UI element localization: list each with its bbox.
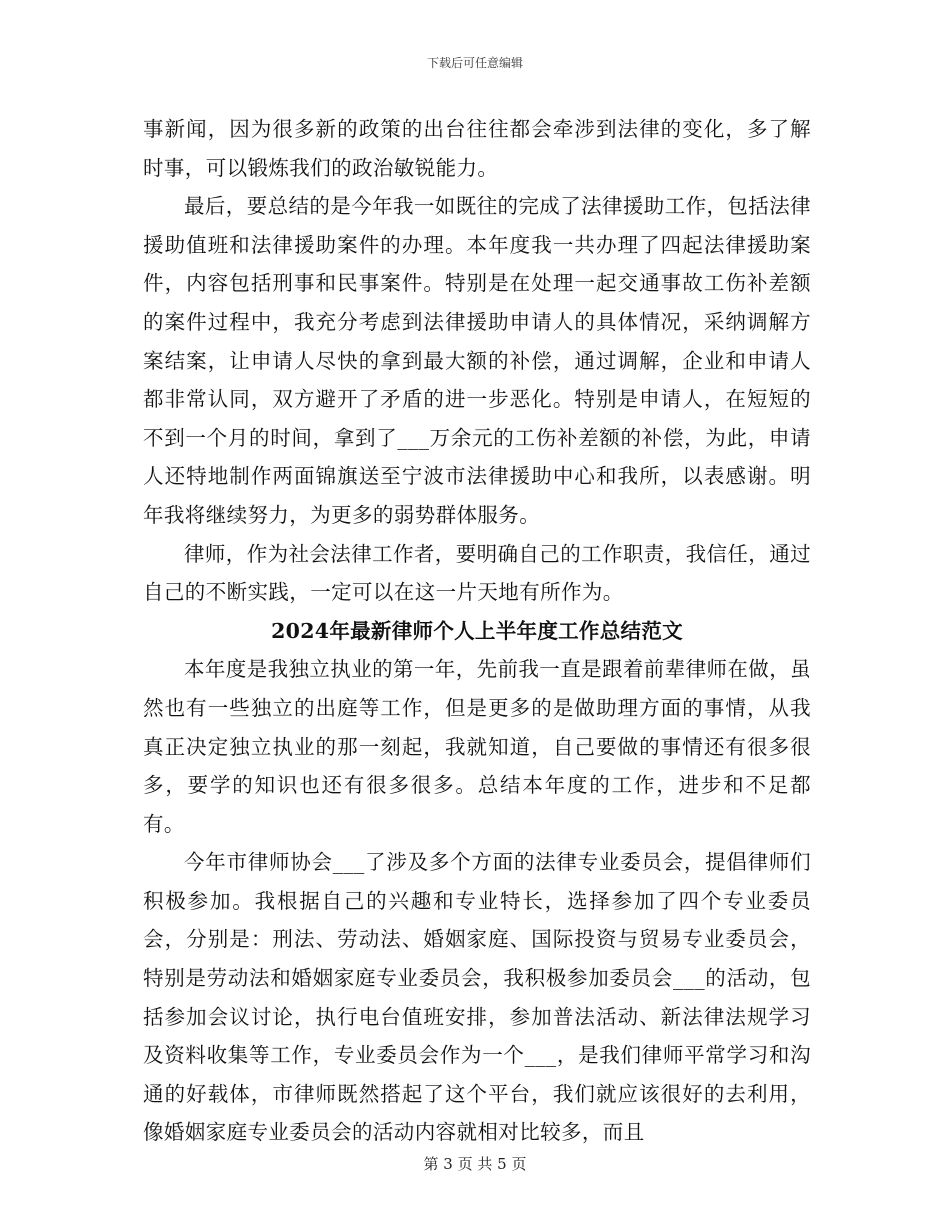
paragraph-1: 事新闻，因为很多新的政策的出台往往都会牵涉到法律的变化，多了解时事，可以锻炼我们的政治敏锐能力。 [143,117,811,180]
paragraph-3: 律师，作为社会法律工作者，要明确自己的工作职责，我信任，通过自己的不断实践，一定可以在这一片天地有所作为。 [143,541,811,605]
paragraph-5: 今年市律师协会___了涉及多个方面的法律专业委员会，提倡律师们积极参加。我根据自己的兴趣和专业特长，选择参加了四个专业委员会，分别是：刑法、劳动法、婚姻家庭、国际投资与贸易专业委员会，特别是劳动法和婚姻家庭专业委员会，我积极参加委员会___的活动，包括参加会议讨论，执行电台值班安排，参加普法活动、新法律法规学习及资料收集等工作，专业委员会作为一个___，是我们律师平常学习和沟通的好载体，市律师既然搭起了这个平台，我们就应该很好的去利用，像婚姻家庭专业委员会的活动内容就相对比较多，而且 [143,850,811,1145]
paragraph-2: 最后，要总结的是今年我一如既往的完成了法律援助工作，包括法律援助值班和法律援助案件的办理。本年度我一共办理了四起法律援助案件，内容包括刑事和民事案件。特别是在处理一起交通事故工伤补差额的案件过程中，我充分考虑到法律援助申请人的具体情况，采纳调解方案结案，让申请人尽快的拿到最大额的补偿，通过调解，企业和申请人都非常认同，双方避开了矛盾的进一步恶化。特别是申请人，在短短的不到一个月的时间，拿到了___万余元的工伤补差额的补偿，为此，申请人还特地制作两面锦旗送至宁波市法律援助中心和我所，以表感谢。明年我将继续努力，为更多的弱势群体服务。 [143,194,811,527]
document-body [143,110,811,1152]
paragraph-4: 本年度是我独立执业的第一年，先前我一直是跟着前辈律师在做，虽然也有一些独立的出庭等工作，但是更多的是做助理方面的事情，从我真正决定独立执业的那一刻起，我就知道，自己要做的事情还有很多很多，要学的知识也还有很多很多。总结本年度的工作，进步和不足都有。 [143,657,811,836]
page-header-note: 下载后可任意编辑 [426,56,523,70]
section-heading: 2024年最新律师个人上半年度工作总结范文 [271,618,683,643]
page-footer: 第 3 页 共 5 页 [423,1155,527,1173]
